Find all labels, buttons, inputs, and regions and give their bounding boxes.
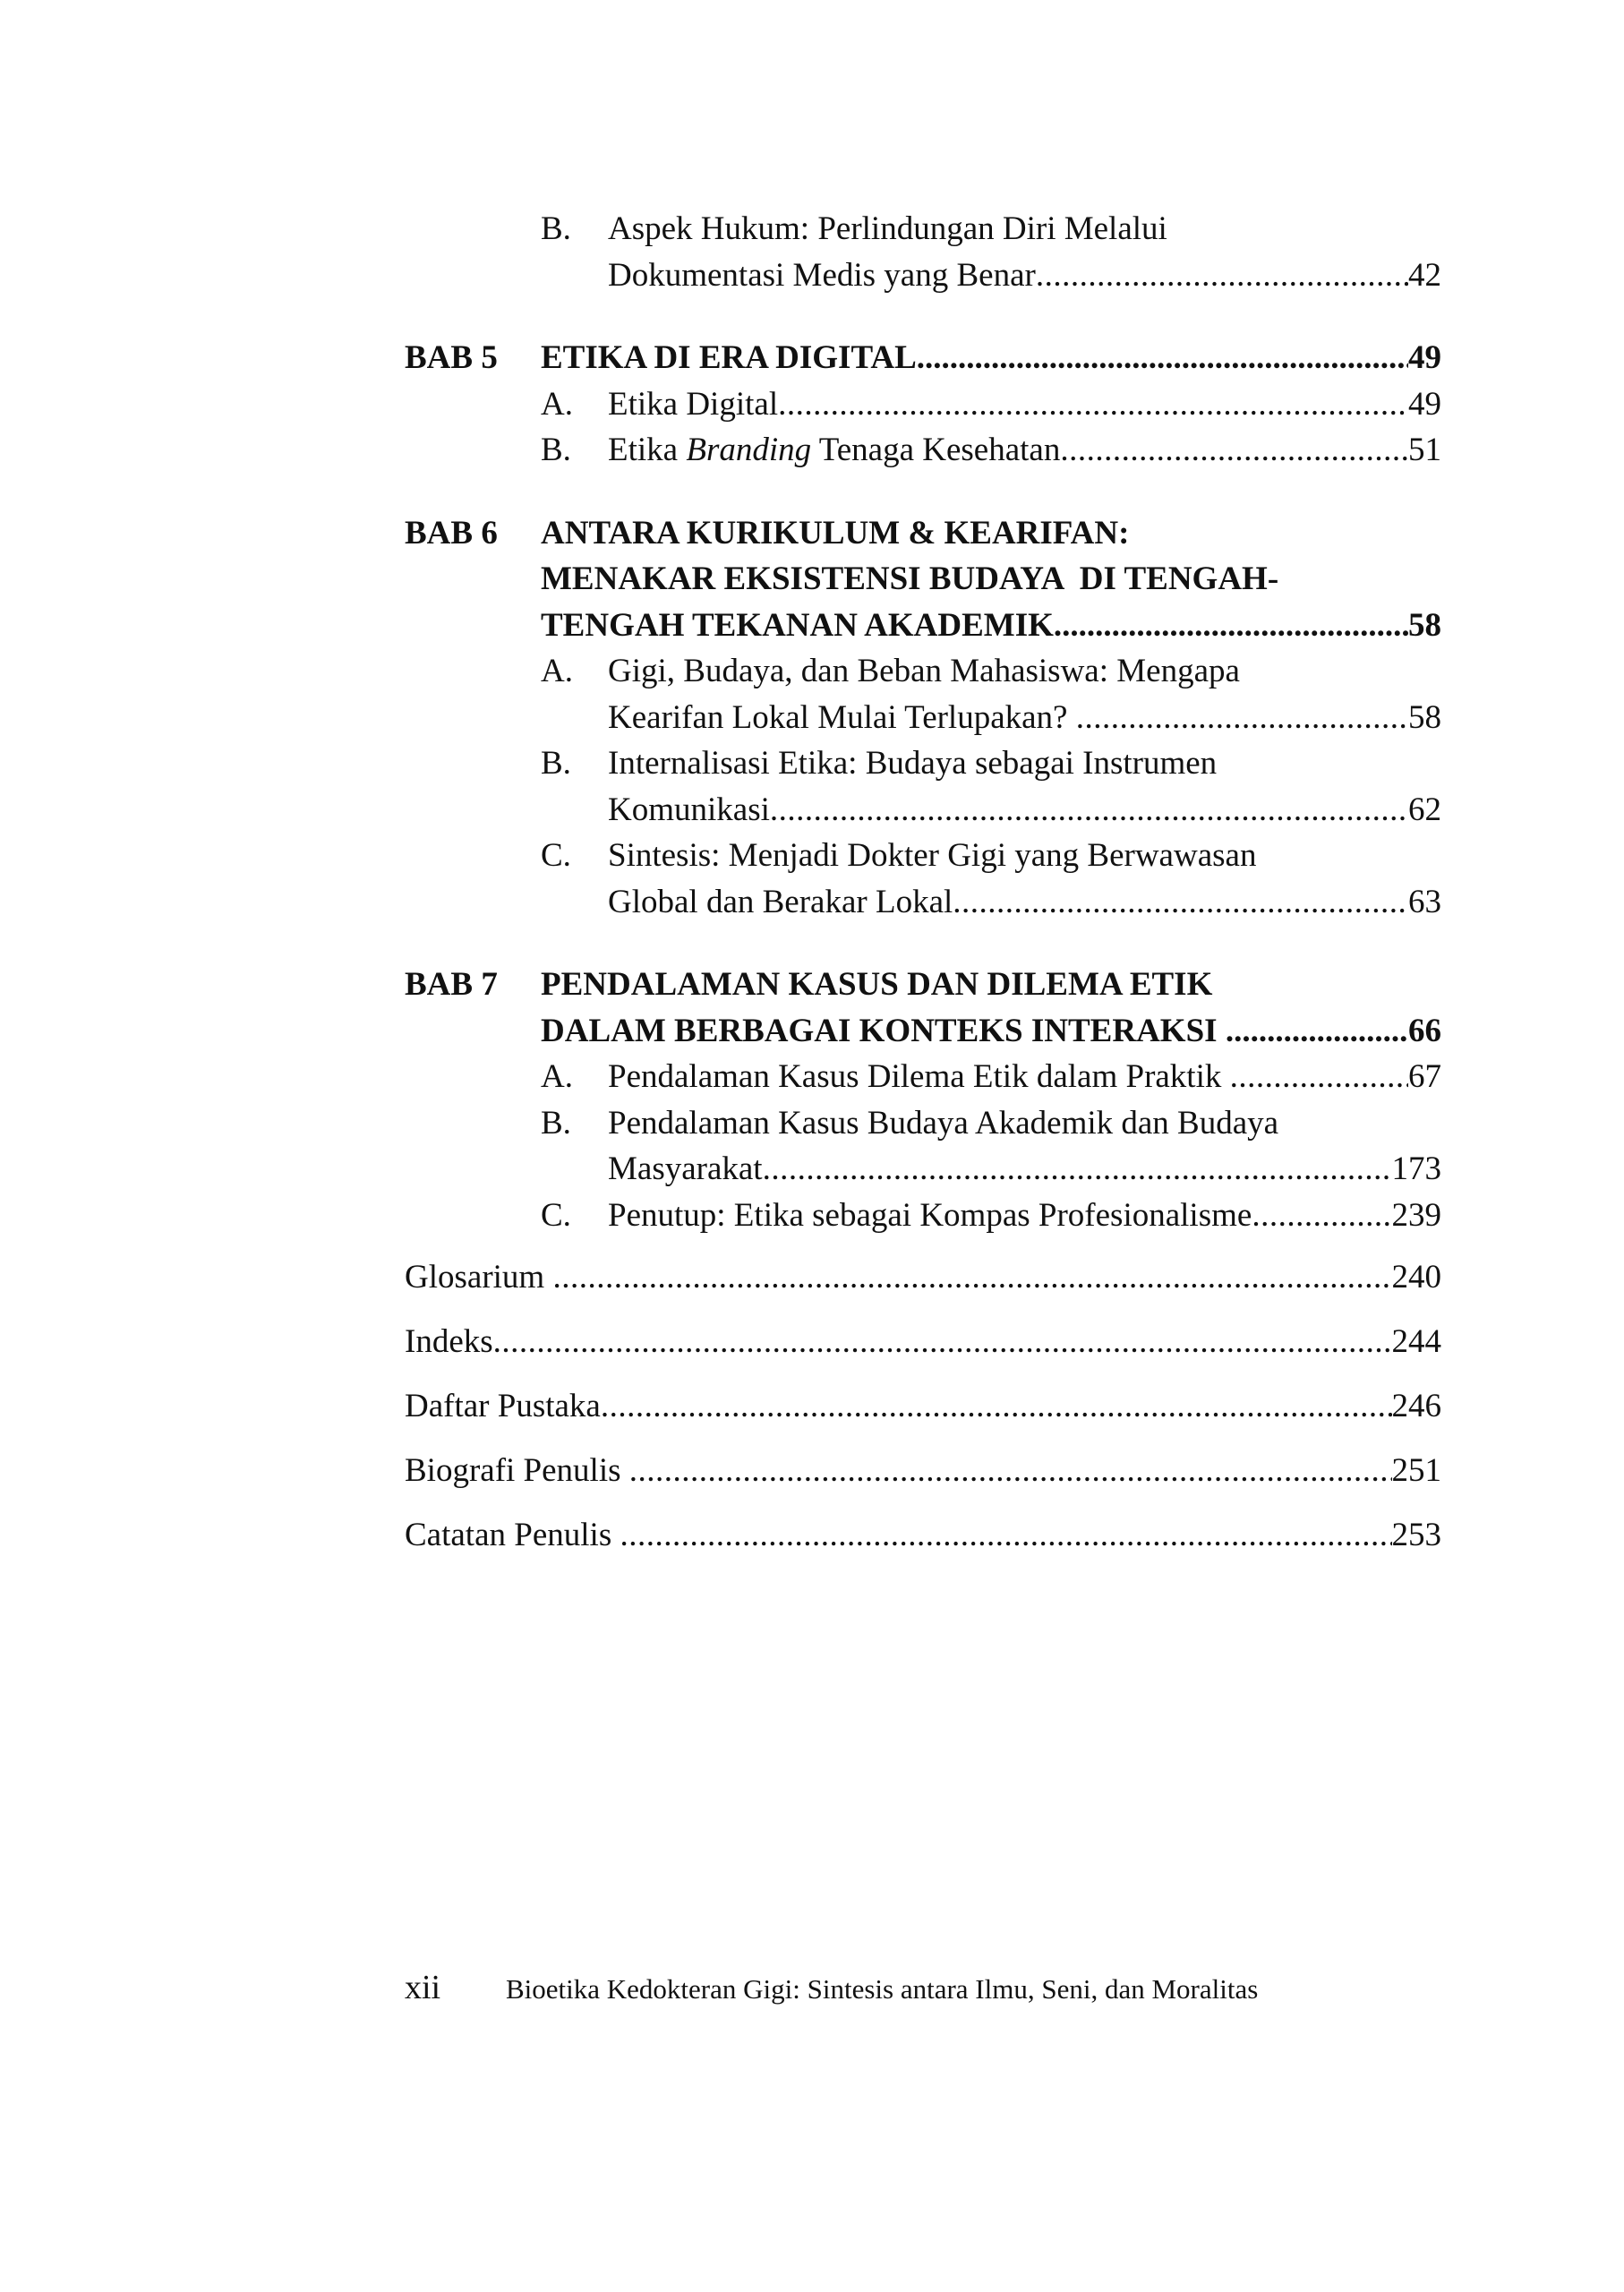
toc-entry-text: Gigi, Budaya, dan Beban Mahasiswa: Mengapa: [608, 653, 1240, 689]
toc-entry-bab5-a[interactable]: [405, 381, 1441, 428]
chapter-title: ETIKA DI ERA DIGITAL: [541, 339, 917, 376]
toc-chapter-bab6-line3[interactable]: [405, 603, 1441, 649]
toc-page-number: 244: [1391, 1323, 1441, 1360]
toc-backmatter-glosarium[interactable]: [405, 1245, 1441, 1310]
leader-dots: [1252, 1193, 1391, 1239]
chapter-title: TENGAH TEKANAN AKADEMIK: [541, 606, 1054, 644]
toc-entry-text: Dokumentasi Medis yang Benar: [608, 256, 1036, 294]
footer-page-number: xii: [405, 1969, 441, 2006]
toc-page-number: 246: [1391, 1388, 1441, 1424]
toc-page-number: 239: [1391, 1196, 1441, 1234]
page-footer: [405, 1968, 1258, 2007]
toc-entry-text: Aspek Hukum: Perlindungan Diri Melalui: [608, 210, 1167, 247]
toc-entry-bab6-b-line2[interactable]: [405, 787, 1441, 834]
footer-book-title: Bioetika Kedokteran Gigi: Sintesis antara Ilmu, Seni, dan Moralitas: [506, 1973, 1259, 2005]
leader-dots: [917, 335, 1408, 381]
toc-letter: B.: [541, 1104, 571, 1142]
toc-page-number: 251: [1391, 1452, 1441, 1489]
leader-dots: [953, 879, 1408, 926]
toc-entry-text: Etika Digital: [608, 385, 779, 423]
leader-dots: [620, 1503, 1391, 1568]
toc-entry-text: Pendalaman Kasus Dilema Etik dalam Praktik: [608, 1058, 1230, 1095]
toc-entry-bab7-b-line1: [405, 1100, 1441, 1147]
toc-letter: A.: [541, 385, 573, 423]
toc-page-number: 67: [1408, 1058, 1441, 1095]
chapter-label: BAB 6: [405, 514, 498, 552]
toc-entry-bab7-c[interactable]: [405, 1193, 1441, 1239]
leader-dots: [601, 1374, 1392, 1439]
toc-backmatter-catatan-penulis[interactable]: [405, 1503, 1441, 1568]
toc-entry-text-part: Tenaga Kesehatan: [811, 432, 1061, 468]
toc-chapter-bab7-line1[interactable]: [405, 962, 1441, 1008]
leader-dots: [1076, 695, 1408, 741]
chapter-label: BAB 5: [405, 339, 498, 376]
toc-backmatter-indeks[interactable]: [405, 1310, 1441, 1374]
toc-letter: A.: [541, 653, 573, 689]
toc-entry-bab6-a-line2[interactable]: [405, 695, 1441, 741]
toc-entry-bab5-b[interactable]: [405, 427, 1441, 474]
toc-entry-text: Penutup: Etika sebagai Kompas Profesionalisme: [608, 1196, 1252, 1234]
toc-letter: B.: [541, 745, 571, 782]
toc-page-number: 51: [1408, 432, 1441, 468]
toc-entry-text: Glosarium: [405, 1259, 553, 1296]
toc-entry-text: Internalisasi Etika: Budaya sebagai Instrumen: [608, 745, 1218, 782]
toc-entry-text: Komunikasi: [608, 791, 770, 828]
toc-chapter-bab6-line2: [405, 556, 1441, 603]
toc-letter: B.: [541, 432, 571, 468]
toc-page-number: 173: [1391, 1150, 1441, 1187]
toc-entry-bab7-a[interactable]: [405, 1054, 1441, 1100]
toc-entry-text: Indeks: [405, 1323, 493, 1360]
toc-page-number: 58: [1408, 606, 1441, 644]
leader-dots: [1226, 1008, 1408, 1055]
toc-entry-text: [608, 427, 1060, 474]
toc-backmatter-biografi-penulis[interactable]: [405, 1439, 1441, 1503]
leader-dots: [763, 1146, 1392, 1193]
toc-chapter-bab5[interactable]: [405, 335, 1441, 381]
chapter-label: BAB 7: [405, 966, 498, 1003]
toc-entry-text: Biografi Penulis: [405, 1452, 629, 1489]
toc-entry-bab6-c-line1: [405, 833, 1441, 879]
toc-letter: A.: [541, 1058, 573, 1095]
toc-entry-text: Sintesis: Menjadi Dokter Gigi yang Berwawasan: [608, 837, 1257, 874]
leader-dots: [493, 1310, 1392, 1374]
toc-entry-bab6-c-line2[interactable]: [405, 879, 1441, 926]
leader-dots: [1230, 1054, 1408, 1100]
toc-page-number: 49: [1408, 339, 1441, 376]
toc-entry-text: Daftar Pustaka: [405, 1388, 601, 1424]
table-of-contents: [405, 206, 1441, 1568]
toc-page-number: 62: [1408, 791, 1441, 828]
toc-page-number: 58: [1408, 698, 1441, 736]
toc-letter: C.: [541, 837, 571, 874]
leader-dots: [629, 1439, 1392, 1503]
toc-entry-bab6-b-line1: [405, 740, 1441, 787]
toc-entry-text: Masyarakat: [608, 1150, 763, 1187]
chapter-title: PENDALAMAN KASUS DAN DILEMA ETIK: [541, 966, 1213, 1003]
toc-page-number: 42: [1408, 256, 1441, 294]
toc-chapter-bab7-line2[interactable]: [405, 1008, 1441, 1055]
toc-page-number: 49: [1408, 385, 1441, 423]
toc-page-number: 63: [1408, 883, 1441, 920]
toc-entry-b4b-line2[interactable]: [405, 252, 1441, 299]
toc-page-number: 253: [1391, 1517, 1441, 1553]
chapter-title: DALAM BERBAGAI KONTEKS INTERAKSI: [541, 1012, 1226, 1049]
toc-chapter-bab6-line1[interactable]: [405, 510, 1441, 557]
toc-entry-text-part: Etika: [608, 432, 687, 468]
toc-entry-bab7-b-line2[interactable]: [405, 1146, 1441, 1193]
toc-entry-text: Catatan Penulis: [405, 1517, 620, 1553]
toc-entry-bab6-a-line1: [405, 648, 1441, 695]
chapter-title: ANTARA KURIKULUM & KEARIFAN:: [541, 514, 1130, 552]
toc-entry-text: Pendalaman Kasus Budaya Akademik dan Budaya: [608, 1104, 1279, 1142]
leader-dots: [778, 381, 1408, 428]
toc-letter: C.: [541, 1196, 571, 1234]
toc-entry-text: Kearifan Lokal Mulai Terlupakan?: [608, 698, 1076, 736]
toc-entry-text-italic: Branding: [686, 432, 812, 468]
toc-page-number: 240: [1391, 1259, 1441, 1296]
leader-dots: [552, 1245, 1391, 1310]
leader-dots: [1036, 252, 1408, 299]
toc-entry-b4b-line1: [405, 206, 1441, 252]
leader-dots: [1054, 603, 1408, 649]
toc-page-number: 66: [1408, 1012, 1441, 1049]
chapter-title: MENAKAR EKSISTENSI BUDAYA DI TENGAH-: [541, 560, 1279, 597]
toc-entry-text: Global dan Berakar Lokal: [608, 883, 953, 920]
leader-dots: [770, 787, 1408, 834]
leader-dots: [1060, 427, 1408, 474]
toc-letter: B.: [541, 210, 571, 247]
toc-backmatter-daftar-pustaka[interactable]: [405, 1374, 1441, 1439]
